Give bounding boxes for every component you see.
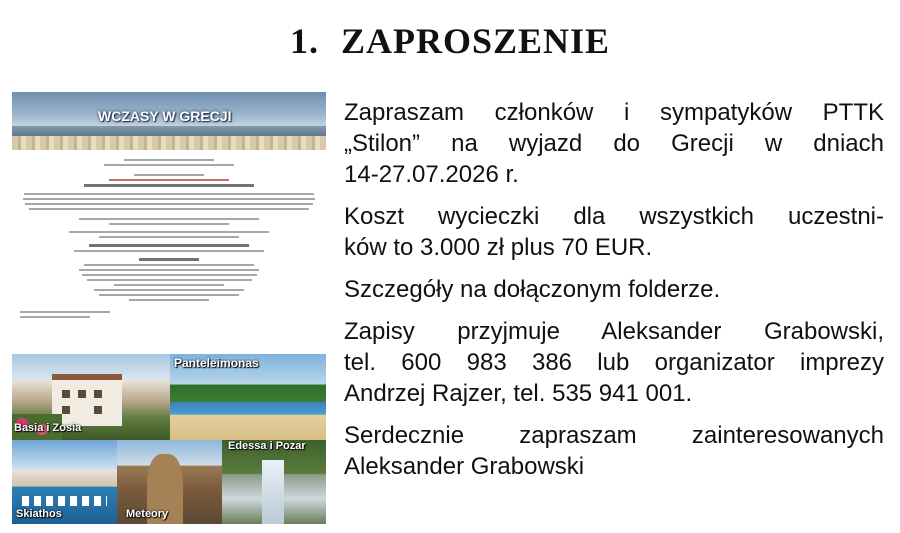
page-title xyxy=(0,20,900,62)
caption-skiathos: Skiathos xyxy=(16,508,62,520)
poster-banner-title: WCZASY W GRECJI xyxy=(98,108,232,124)
photo-waterfall xyxy=(222,440,326,524)
caption-basia-zosia: Basia i Zosia xyxy=(14,422,82,434)
poster-banner xyxy=(12,92,326,150)
paragraph-invitation: Zapraszam członków i sympatyków PTTK „Stilon” na wyjazd do Grecji w dniach 14-27.07.2026 r. xyxy=(344,99,884,188)
paragraph-registration: Zapisy przyjmuje Aleksander Grabowski, tel. 600 983 386 lub organizator imprezy Andrzej Rajzer, tel. 535 941 001. xyxy=(344,318,884,407)
caption-panteleimonas: Panteleimonas xyxy=(174,356,259,370)
paragraph-details: Szczegóły na dołączonym folderze. xyxy=(344,276,721,303)
paragraph-closing: Serdecznie zapraszam zainteresowanych Aleksander Grabowski xyxy=(344,422,884,480)
photo-collage xyxy=(12,354,326,524)
poster-fine-print xyxy=(20,156,318,321)
signature-name: Aleksander Grabowski xyxy=(344,453,585,480)
invitation-text xyxy=(344,97,884,493)
caption-edessa: Edessa i Pozar xyxy=(228,440,306,452)
section-number: 1. xyxy=(289,21,319,61)
section-title: ZAPROSZENIE xyxy=(340,21,611,61)
caption-meteory: Meteory xyxy=(126,508,169,520)
paragraph-cost: Koszt wycieczki dla wszystkich uczestni- ków to 3.000 zł plus 70 EUR. xyxy=(344,203,884,261)
trip-poster-image xyxy=(12,92,326,524)
